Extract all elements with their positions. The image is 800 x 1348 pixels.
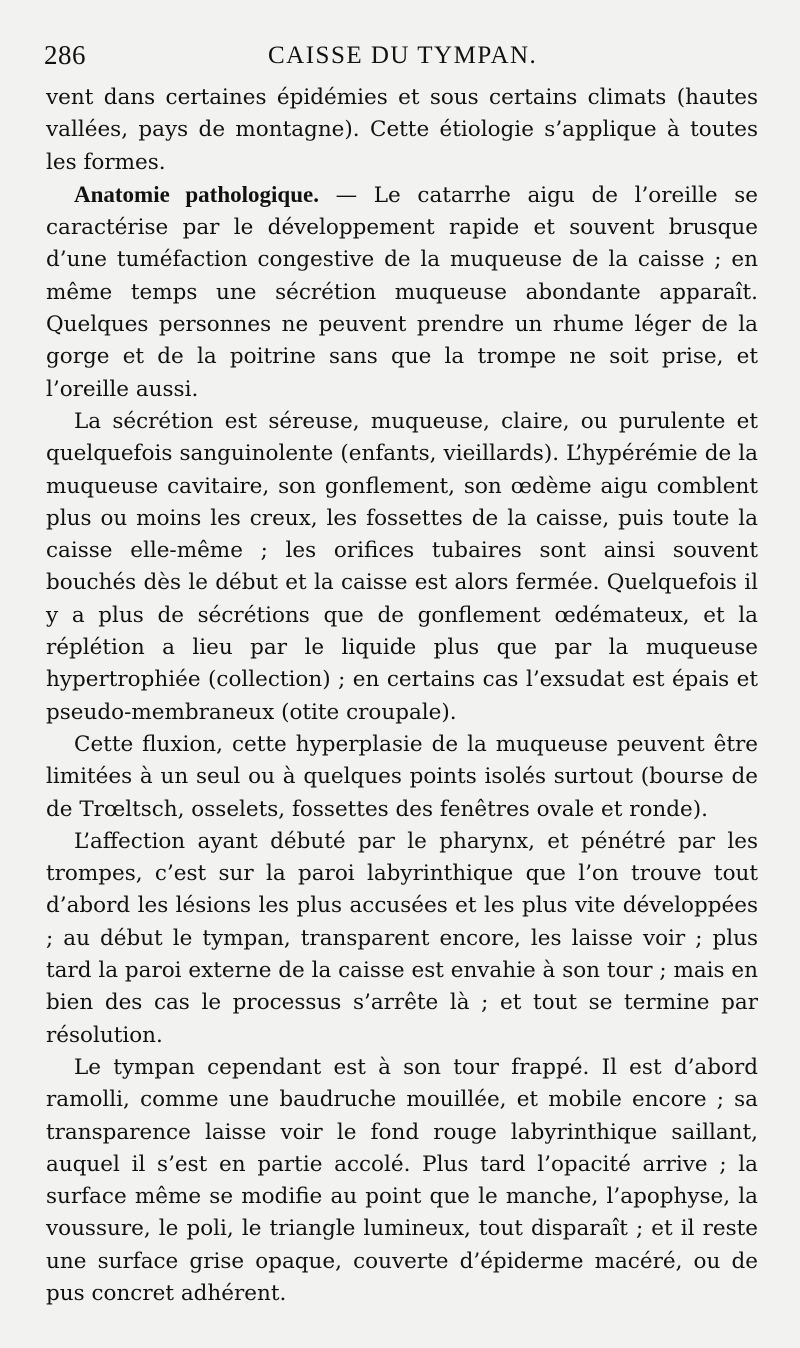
paragraph-continued: vent dans certaines épidémies et sous certains climats (hautes vallées, pays de montagne). Cette étiologie s’applique à toutes les formes. [46, 85, 758, 175]
paragraph-anatomy-text: — Le catarrhe aigu de l’oreille se caractérise par le développement rapide et souvent brusque d’une tuméfaction congestive de la muqueuse de la caisse ; en même temps une sécrétion muqueuse abondante apparaît. Quelques personnes ne peuvent prendre un rhume léger de la gorge et de la poitrine sans que la trompe ne soit prise, et l’oreille aussi. [46, 182, 758, 402]
paragraph-tympan: Le tympan cependant est à son tour frappé. Il est d’abord ramolli, comme une baudruche mouillée, et mobile encore ; sa transparence laisse voir le fond rouge labyrinthique saillant, auquel il s’est en partie accolé. Plus tard l’opacité arrive ; la surface même se modifie au point que le manche, l’apophyse, la voussure, le poli, le triangle lumineux, tout disparaît ; et il reste une surface grise opaque, couverte d’épiderme macéré, ou de pus concret adhérent. [46, 1054, 758, 1306]
paragraph-anatomy [46, 179, 758, 406]
paragraph-secretion: La sécrétion est séreuse, muqueuse, claire, ou purulente et quelquefois sanguinolente (enfants, vieillards). L’hypérémie de la muqueuse cavitaire, son gonflement, son œdème aigu comblent plus ou moins les creux, les fossettes de la caisse, puis toute la caisse elle-même ; les orifices tubaires sont ainsi souvent bouchés dès le début et la caisse est alors fermée. Quelquefois il y a plus de sécrétions que de gonflement œdémateux, et la réplétion a lieu par le liquide plus que par la muqueuse hypertrophiée (collection) ; en certains cas l’exsudat est épais et pseudo-membraneux (otite croupale). [46, 408, 758, 725]
page-body [46, 82, 758, 1310]
page-number: 286 [44, 40, 86, 70]
page-header [44, 32, 754, 72]
paragraph-fluxion: Cette fluxion, cette hyperplasie de la muqueuse peuvent être limitées à un seul ou à quelques points isolés surtout (bourse de de Trœltsch, osselets, fossettes des fenêtres ovale et ronde). [46, 731, 758, 822]
section-heading: Anatomie pathologique. [74, 181, 319, 207]
running-head: CAISSE DU TYMPAN. [268, 42, 538, 69]
paragraph-affection: L’affection ayant débuté par le pharynx, et pénétré par les trompes, c’est sur la paroi labyrinthique que l’on trouve tout d’abord les lésions les plus accusées et les plus vite développées ; au début le tympan, transparent encore, les laisse voir ; plus tard la paroi externe de la caisse est envahie à son tour ; mais en bien des cas le processus s’arrête là ; et tout se termine par résolution. [46, 828, 758, 1048]
